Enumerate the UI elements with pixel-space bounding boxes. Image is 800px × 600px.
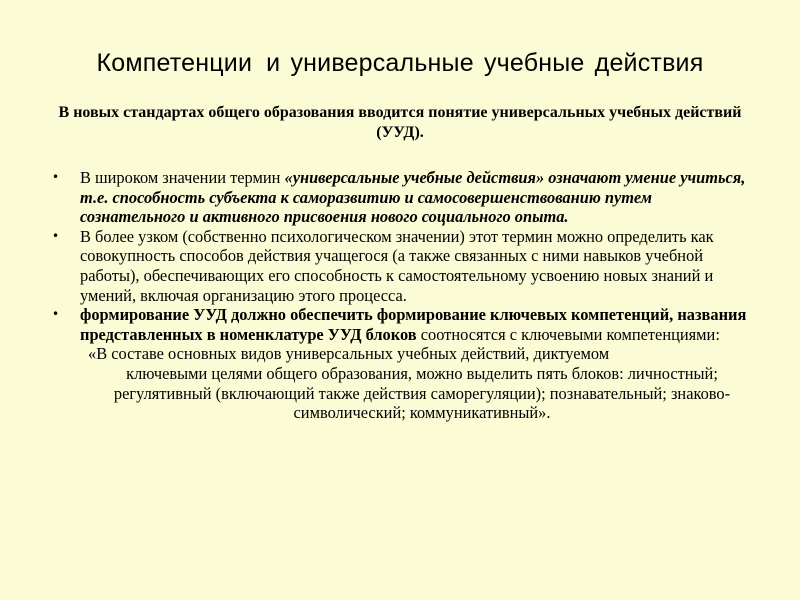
quote-continuation: ключевыми целями общего образования, можно выделить пять блоков: личностный; регулятивный (включающий также действия саморегуляции); познавательный; знаково-символический; коммуникативный». [113, 363, 731, 423]
bullet-item-narrow-meaning [52, 227, 756, 305]
bullet-plain-text: соотносятся с ключевыми компетенциями: [416, 324, 720, 344]
slide-title [0, 47, 800, 79]
bullet-marker: • [52, 228, 60, 243]
quote-first-line: «В составе основных видов универсальных учебных действий, диктуемом [88, 344, 610, 364]
quote-block [88, 344, 756, 422]
slide-content [52, 168, 756, 423]
bullet-item-formation [52, 305, 756, 344]
slide-subtitle: В новых стандартах общего образования вводится понятие универсальных учебных действий (УУД). [58, 104, 742, 141]
title-part-1: Компетенции [96, 49, 253, 77]
bullet-lead-text: В широком значении термин [80, 168, 285, 187]
bullet-item-broad-meaning [52, 168, 756, 227]
bullet-emphasis-text: «универсальные учебные действия» означают умение учиться, т.е. способность субъекта к саморазвитию и самосовершенствованию путем сознательного и активного присвоения нового социального опыта. [80, 168, 746, 227]
title-part-2: и универсальные учебные действия [266, 49, 704, 77]
bullet-marker: • [52, 170, 60, 184]
bullet-bold-text: формирование УУД должно обеспечить формирование ключевых компетенций, названия представленных в номенклатуре УУД блоков [80, 305, 747, 344]
bullet-marker: • [52, 307, 60, 322]
bullet-text: В более узком (собственно психологическом значении) этот термин можно определить как совокупность способов действия учащегося (а также связанных с ними навыков учебной работы), обеспечивающих его способность к самостоятельному усвоению новых знаний и умений, включая организацию этого процесса. [80, 226, 714, 305]
